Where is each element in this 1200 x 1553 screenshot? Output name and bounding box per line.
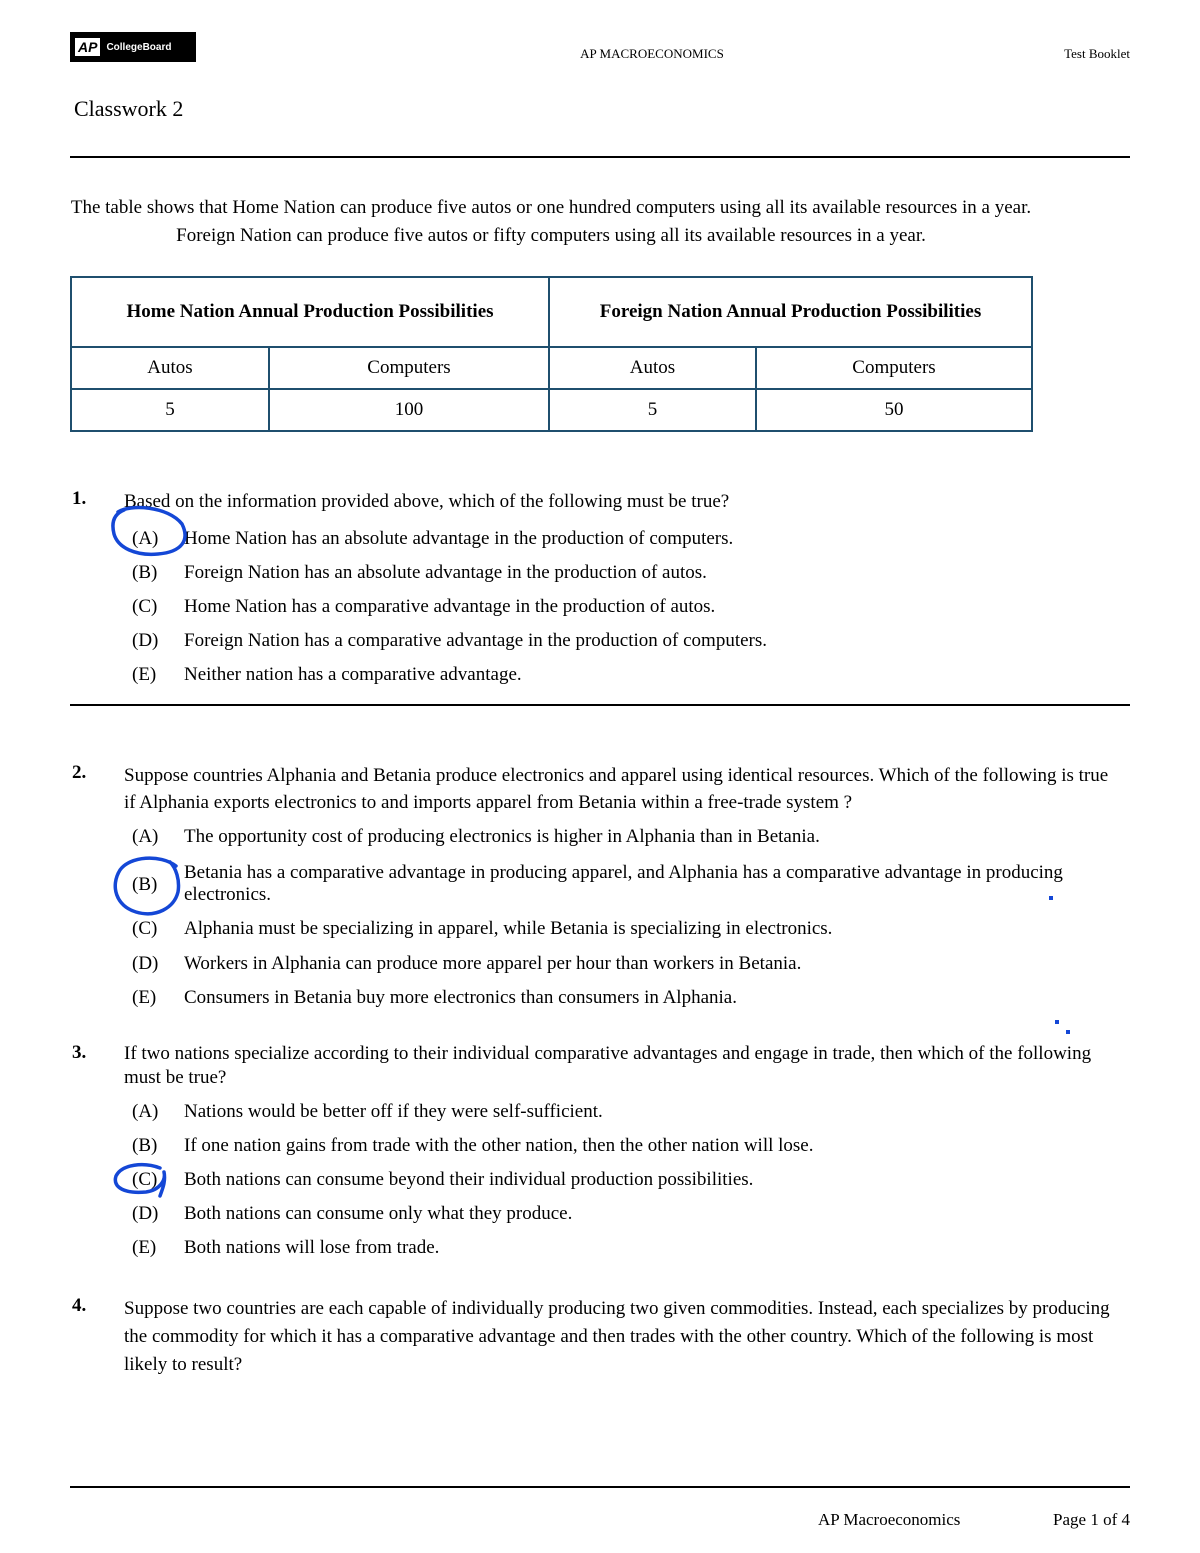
question-text: If two nations specialize according to their individual comparative advantages and engage in trade, then which of the following must be true? (124, 1043, 1092, 1088)
option-letter: (D) (132, 630, 159, 651)
question-text: Suppose countries Alphania and Betania produce electronics and apparel using identical resources. Which of the following is true if Alphania exports electronics to and imports apparel from Betania within a free-trade system ? (124, 765, 1109, 813)
option-text: Home Nation has an absolute advantage in the production of computers. (184, 528, 734, 549)
option-text: The opportunity cost of producing electronics is higher in Alphania than in Betania. (184, 826, 820, 847)
option-text: Workers in Alphania can produce more apparel per hour than workers in Betania. (184, 953, 802, 974)
circle-mark-q3 (115, 1165, 164, 1196)
question-text: Based on the information provided above, which of the following must be true? (124, 491, 730, 512)
footer-page: Page 1 of 4 (1053, 1510, 1130, 1529)
option-letter: (B) (132, 874, 158, 895)
question-text: Suppose two countries are each capable of individually producing two given commodities. Instead, each specializes by producing the commodity for which it has a comparative advantage and then trades with the other country. Which of the following is most likely to result? (124, 1298, 1110, 1375)
option-letter: (E) (132, 1237, 157, 1258)
footer-subject: AP Macroeconomics (818, 1510, 961, 1529)
question-number: 2. (72, 762, 87, 783)
question-number: 1. (72, 488, 87, 509)
table-cell: 5 (549, 389, 756, 431)
option-letter: (C) (132, 918, 158, 939)
table-column-header: Computers (269, 347, 549, 389)
option-letter: (A) (132, 528, 159, 549)
table-cell: 5 (71, 389, 269, 431)
table-group-header: Foreign Nation Annual Production Possibilities (549, 277, 1032, 347)
header-subject: AP MACROECONOMICS (580, 46, 724, 61)
table-group-header: Home Nation Annual Production Possibilities (71, 277, 549, 347)
page-title: Classwork 2 (74, 96, 184, 121)
option-letter: (E) (132, 664, 157, 685)
option-text: If one nation gains from trade with the other nation, then the other nation will lose. (184, 1135, 814, 1156)
question-number: 3. (72, 1042, 87, 1063)
table-column-header: Autos (549, 347, 756, 389)
option-text: Both nations can consume only what they produce. (184, 1203, 573, 1224)
option-letter: (D) (132, 953, 159, 974)
pen-dot (1055, 1020, 1059, 1024)
pen-dot (1066, 1030, 1070, 1034)
option-text: Betania has a comparative advantage in producing apparel, and Alphania has a comparative advantage in producing electronics. (184, 862, 1063, 905)
option-text: Foreign Nation has an absolute advantage in the production of autos. (184, 562, 707, 583)
table-column-header: Computers (756, 347, 1032, 389)
option-letter: (D) (132, 1203, 159, 1224)
option-text: Both nations can consume beyond their individual production possibilities. (184, 1169, 754, 1190)
option-text: Neither nation has a comparative advantage. (184, 664, 522, 685)
table-cell: 100 (269, 389, 549, 431)
option-text: Nations would be better off if they were self-sufficient. (184, 1101, 603, 1122)
option-letter: (B) (132, 562, 158, 583)
intro-text: The table shows that Home Nation can produce five autos or one hundred computers using all its available resources in a year. Foreign Nation can produce five autos or fifty computers using all its available resources in a year. (70, 197, 1032, 246)
option-letter: (C) (132, 596, 158, 617)
option-text: Alphania must be specializing in apparel, while Betania is specializing in electronics. (184, 918, 833, 939)
option-letter: (B) (132, 1135, 158, 1156)
table-column-header: Autos (71, 347, 269, 389)
header-booklet: Test Booklet (1064, 46, 1130, 61)
option-letter: (C) (132, 1169, 158, 1190)
logo-collegeboard-mark: CollegeBoard (106, 41, 172, 53)
option-letter: (A) (132, 1101, 159, 1122)
option-text: Home Nation has a comparative advantage in the production of autos. (184, 596, 716, 617)
option-text: Consumers in Betania buy more electronics than consumers in Alphania. (184, 987, 737, 1008)
circle-mark-q1 (113, 508, 185, 555)
table-cell: 50 (756, 389, 1032, 431)
pen-dot (1049, 896, 1053, 900)
option-text: Foreign Nation has a comparative advantage in the production of computers. (184, 630, 768, 651)
question-number: 4. (72, 1295, 87, 1316)
circle-mark-q2 (115, 858, 178, 914)
option-letter: (E) (132, 987, 157, 1008)
option-letter: (A) (132, 826, 159, 847)
option-text: Both nations will lose from trade. (184, 1237, 440, 1258)
logo-ap-mark: AP (75, 38, 100, 56)
